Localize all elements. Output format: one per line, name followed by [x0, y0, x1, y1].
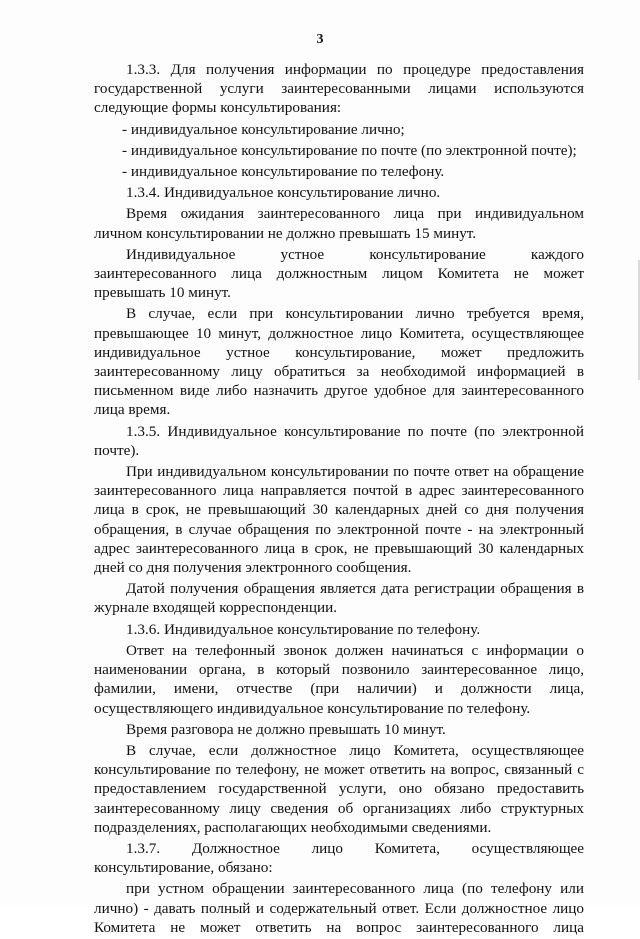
page-number: 3 [316, 32, 324, 47]
paragraph-waiting-time: Время ожидания заинтересованного лица при индивидуальном личном консультировании не должно превышать 15 минут. [94, 205, 584, 242]
list-item-phone: - индивидуальное консультирование по телефону. [122, 163, 445, 181]
paragraph-receipt-date: Датой получения обращения является дата регистрации обращения в журнале входящей корреспонденции. [94, 580, 584, 617]
list-item-mail: - индивидуальное консультирование по почте (по электронной почте); [122, 141, 577, 159]
document-body [94, 60, 584, 939]
paragraph-oral-consulting: Индивидуальное устное консультирование каждого заинтересованного лица должностным лицом Комитета не может превышать 10 минут. [94, 245, 584, 302]
paragraph-phone-answer: Ответ на телефонный звонок должен начинаться с информации о наименовании органа, в который позвонило заинтересованное лицо, фамилии, имени, отчестве (при наличии) и должности лица, осуществляющего индивидуальное консультирование по телефону. [94, 641, 584, 717]
paragraph-mail-response: При индивидуальном консультировании по почте ответ на обращение заинтересованного лица направляется почтой в адрес заинтересованного лица в срок, не превышающий 30 календарных дней со дня получения обращения, в случае обращения по электронной почте - на электронный адрес заинтересованного лица в срок, не превышающий 30 календарных дней со дня получения электронного сообщения. [94, 463, 584, 577]
paragraph-1-3-3: 1.3.3. Для получения информации по процедуре предоставления государственной услуги заинтересованными лицами используются следующие формы консультирования: [94, 61, 584, 117]
paragraph-oral-request: при устном обращении заинтересованного лица (по телефону или лично) - давать полный и содержательный ответ. Если должностное лицо Комитета не может ответить на вопрос заинтересованного лица [94, 880, 584, 936]
heading-1-3-7: 1.3.7. Должностное лицо Комитета, осуществляющее консультирование, обязано: [94, 839, 584, 877]
paragraph-call-duration: Время разговора не должно превышать 10 минут. [126, 720, 446, 738]
heading-1-3-6: 1.3.6. Индивидуальное консультирование по телефону. [126, 620, 481, 638]
list-item-personal: - индивидуальное консультирование лично; [122, 120, 405, 138]
paragraph-extra-time: В случае, если при консультировании лично требуется время, превышающее 10 минут, должностное лицо Комитета, осуществляющее индивидуальное устное консультирование, может предложить заинтересованному лицу обратиться за необходимой информацией в письменном виде либо назначить другое удобное для заинтересованного лица время. [94, 305, 584, 419]
heading-1-3-5: 1.3.5. Индивидуальное консультирование по почте (по электронной почте). [94, 422, 584, 459]
paragraph-cannot-answer: В случае, если должностное лицо Комитета, осуществляющее консультирование по телефону, не может ответить на вопрос, связанный с предоставлением государственной услуги, оно обязано предоставить заинтересованному лицу сведения об организациях либо структурных подразделениях, располагающих необходимыми сведениями. [94, 741, 584, 836]
heading-1-3-4: 1.3.4. Индивидуальное консультирование лично. [126, 184, 441, 202]
